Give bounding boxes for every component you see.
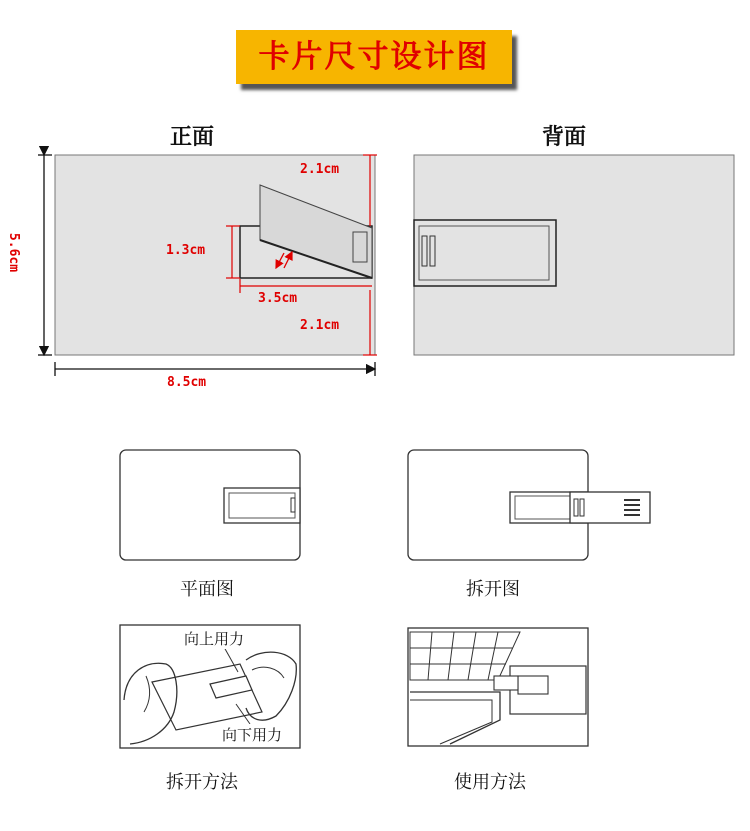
open-method-caption: 拆开方法 bbox=[166, 772, 238, 793]
open-view-stick bbox=[570, 492, 650, 523]
slot-width-label: 3.5cm bbox=[258, 291, 298, 306]
slot-height-label: 1.3cm bbox=[166, 243, 206, 258]
front-label: 正面 bbox=[170, 125, 215, 150]
top-gap-label: 2.1cm bbox=[300, 162, 340, 177]
back-label: 背面 bbox=[542, 125, 587, 150]
use-method-caption: 使用方法 bbox=[454, 772, 526, 793]
height-label: 5.6cm bbox=[6, 232, 22, 273]
open-view-caption: 拆开图 bbox=[466, 579, 520, 600]
page-title: 卡片尺寸设计图 bbox=[258, 39, 490, 75]
up-force-note: 向上用力 bbox=[184, 630, 245, 648]
bottom-gap-label: 2.1cm bbox=[300, 318, 340, 333]
down-force-note: 向下用力 bbox=[222, 726, 283, 744]
flat-view-caption: 平面图 bbox=[180, 579, 234, 600]
width-label: 8.5cm bbox=[167, 375, 207, 390]
